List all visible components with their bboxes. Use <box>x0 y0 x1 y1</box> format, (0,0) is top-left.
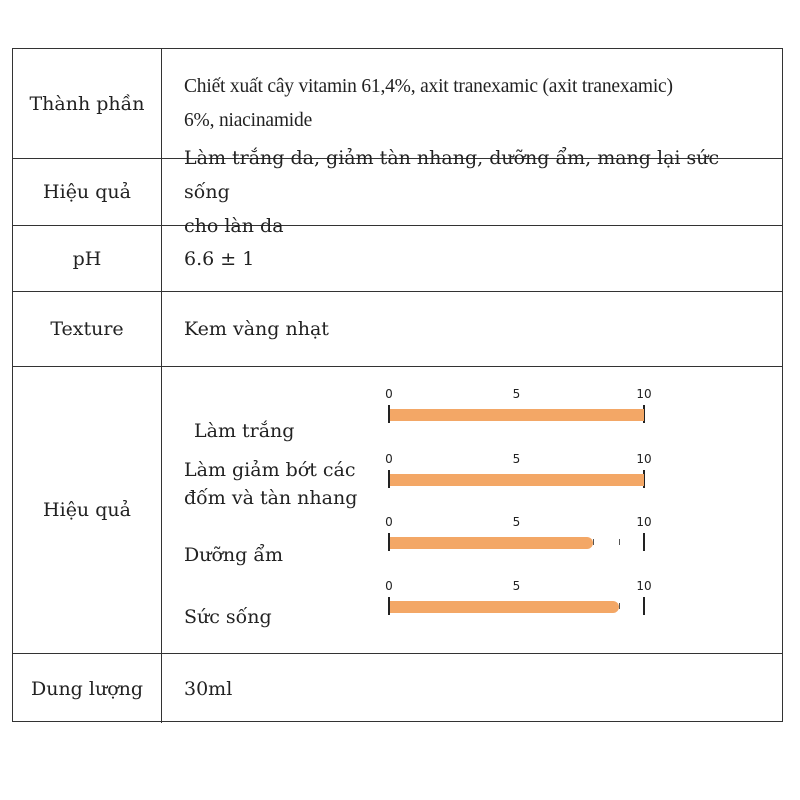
row-label: Dung lượng <box>13 654 162 723</box>
ph-text: 6.6 ± 1 <box>184 247 255 270</box>
meter-bar <box>390 409 644 421</box>
ph-value <box>184 226 742 291</box>
texture-text: Kem vàng nhạt <box>184 318 329 340</box>
scale-number: 0 <box>385 515 393 529</box>
effect-line-1: Làm trắng da, giảm tàn nhang, dưỡng ẩm, mang lại sức sống <box>184 147 720 203</box>
scale-end-tick <box>643 533 645 551</box>
meter-item <box>184 515 784 575</box>
meter-label-line-1: Làm giảm bớt các <box>184 459 356 481</box>
ingredients-line-2: 6%, niacinamide <box>184 109 313 131</box>
ingredients-line-1: Chiết xuất cây vitamin 61,4%, axit tranexamic (axit tranexamic) <box>184 75 673 97</box>
scale-number: 10 <box>636 387 652 401</box>
scale-tick <box>593 539 594 545</box>
row-texture <box>13 292 782 367</box>
meter-label: Sức sống <box>184 606 272 628</box>
scale-number: 10 <box>636 452 652 466</box>
meter-label-line-2: đốm và tàn nhang <box>184 487 358 509</box>
meter-item <box>184 387 784 447</box>
meter-label: Dưỡng ẩm <box>184 544 284 566</box>
product-spec-table <box>12 48 783 722</box>
meter-scale <box>385 387 652 447</box>
scale-number: 10 <box>636 515 652 529</box>
row-effect-meters <box>13 367 782 654</box>
scale-number: 0 <box>385 387 393 401</box>
scale-number: 5 <box>512 452 521 466</box>
effect-line-2: cho làn da <box>184 215 284 237</box>
row-label: pH <box>13 226 162 291</box>
meter-item <box>184 452 784 512</box>
meter-bar <box>390 537 593 549</box>
meter-bar <box>390 474 644 486</box>
scale-number: 10 <box>636 579 652 593</box>
scale-number: 5 <box>512 579 521 593</box>
scale-number: 0 <box>385 579 393 593</box>
meter-label: Làm trắng <box>194 420 295 442</box>
meter-scale <box>385 515 652 575</box>
scale-number: 0 <box>385 452 393 466</box>
scale-end-tick <box>643 597 645 615</box>
row-label: Hiệu quả <box>13 367 162 653</box>
row-label: Hiệu quả <box>13 159 162 225</box>
scale-tick <box>619 539 620 545</box>
effect-text-value <box>184 147 742 237</box>
scale-tick <box>619 603 620 609</box>
row-label: Thành phần <box>13 49 162 158</box>
scale-number: 5 <box>512 515 521 529</box>
row-effect-text <box>13 147 782 237</box>
meter-scale <box>385 579 652 639</box>
volume-value <box>184 654 742 723</box>
volume-text: 30ml <box>184 677 233 700</box>
scale-number: 5 <box>512 387 521 401</box>
row-volume <box>13 654 782 723</box>
meter-item <box>184 579 784 639</box>
row-ph <box>13 226 782 292</box>
meter-bar <box>390 601 619 613</box>
row-label: Texture <box>13 292 162 366</box>
meter-label <box>184 456 357 512</box>
meter-scale <box>385 452 652 512</box>
texture-value <box>184 292 742 366</box>
